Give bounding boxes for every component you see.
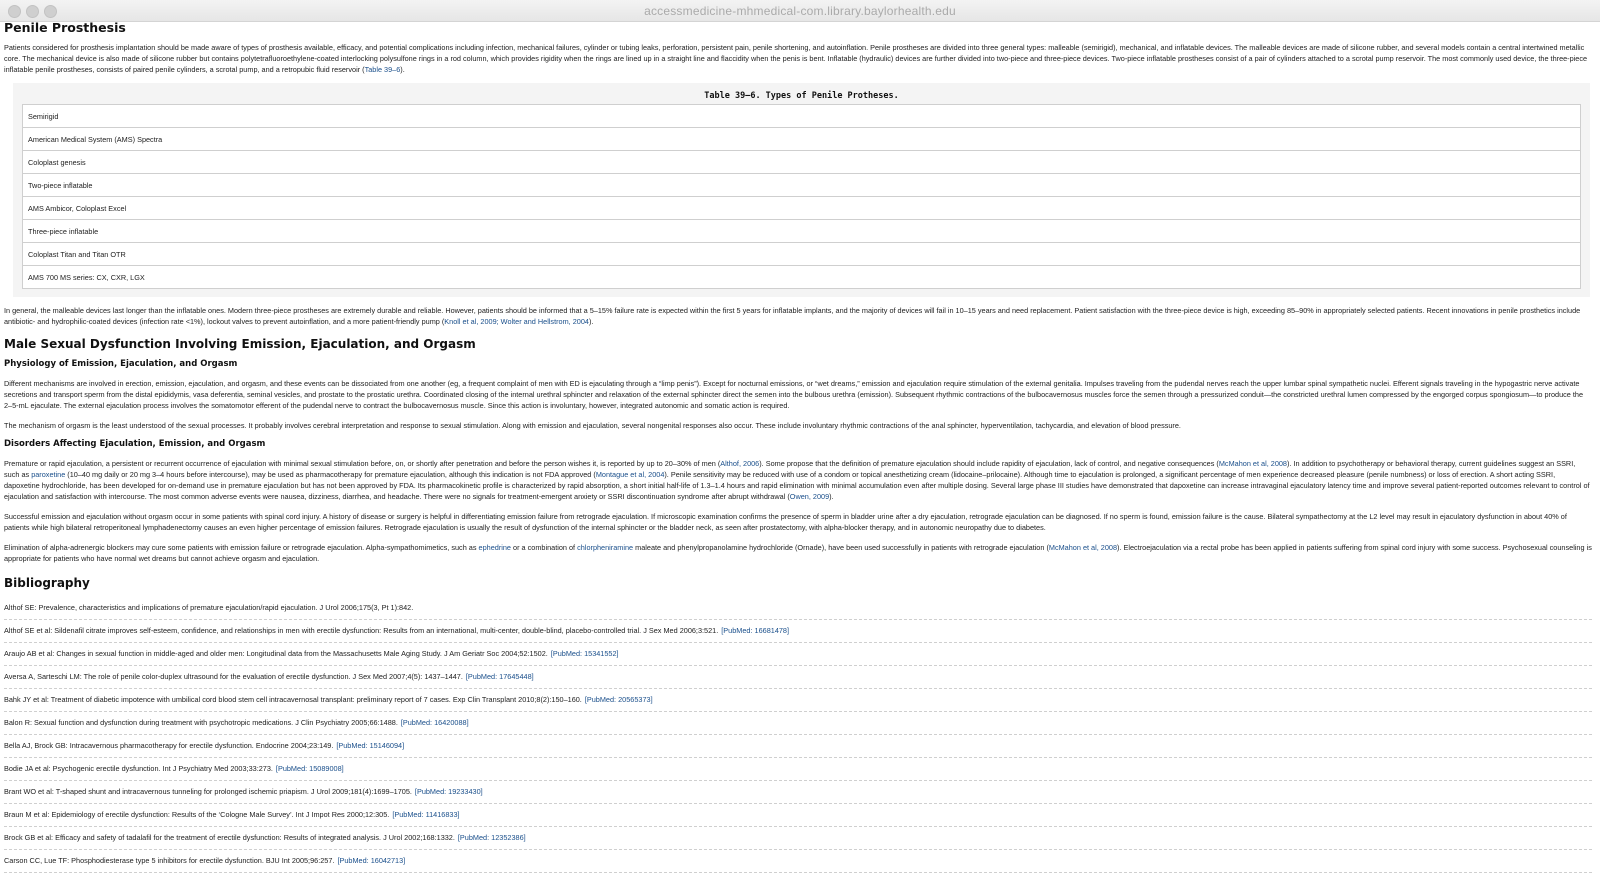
bibliography-citation: Bella AJ, Brock GB: Intracavernous pharmacotherapy for erectile dysfunction. Endocrine 2004;23:149. — [4, 741, 334, 750]
section-heading-male-dysfunction: Male Sexual Dysfunction Involving Emission, Ejaculation, and Orgasm — [4, 337, 476, 351]
table-row — [23, 105, 1581, 128]
paragraph-prosthesis-intro — [4, 42, 1592, 75]
link-table-39-6[interactable]: Table 39–6 — [364, 65, 401, 74]
subheading-disorders: Disorders Affecting Ejaculation, Emission, and Orgasm — [4, 439, 266, 449]
table-cell: Two-piece inflatable — [23, 174, 1581, 197]
pubmed-link[interactable]: [PubMed: 12352386] — [457, 833, 526, 842]
bibliography-entry — [4, 804, 1592, 827]
subheading-physiology: Physiology of Emission, Ejaculation, and Orgasm — [4, 359, 238, 369]
bibliography-citation: Althof SE: Prevalence, characteristics and implications of premature ejaculation/rapid ejaculation. J Urol 2006;175(3, Pt 1):842. — [4, 603, 414, 612]
paragraph-text: ). — [400, 65, 405, 74]
link-paroxetine[interactable]: paroxetine — [31, 470, 66, 479]
article-content — [4, 21, 1592, 873]
table-row — [23, 220, 1581, 243]
link-owen-2009[interactable]: Owen, 2009 — [789, 492, 830, 501]
pubmed-link[interactable]: [PubMed: 11416833] — [392, 810, 460, 819]
paragraph-text: (10–40 mg daily or 20 mg 3–4 hours before intercourse), may be used as pharmacotherapy for premature ejaculation, although this indication is not FDA approved ( — [65, 470, 596, 479]
table-cell: Coloplast Titan and Titan OTR — [23, 243, 1581, 266]
pubmed-link[interactable]: [PubMed: 15146094] — [336, 741, 405, 750]
paragraph-text: ). Penile sensitivity may be reduced with use of a condom or topical anesthetizing cream (lidocaine–prilocaine). Although time to ejaculation is prolonged, a significant percentage of men experience decreased pleasure (penile numbness) or loss of erection. A short acting SSRI, dapoxetine hydrochloride, has been developed for on-demand use in premature ejaculation but has not been approved by FDA. Its pharmacokinetic profile is characterized by rapid absorption, a short initial half-life of 1.3–1.4 hours and rapid elimination with minimal accumulation even after multiple dosing. Several large phase III studies have demonstrated that dapoxetine can increase intravaginal ejaculatory latency time and improve several patient-reported outcomes relevant to control of ejaculation and satisfaction with intercourse. The most common adverse events were nausea, dizziness, diarrhea, and headache. There were no signals for treatment-emergent anxiety or SSRI discontinuation syndrome after abrupt withdrawal ( — [4, 470, 1590, 501]
table-cell: American Medical System (AMS) Spectra — [23, 128, 1581, 151]
pubmed-link[interactable]: [PubMed: 16042713] — [337, 856, 406, 865]
pubmed-link[interactable]: [PubMed: 16681478] — [721, 626, 790, 635]
paragraph-text: In general, the malleable devices last longer than the inflatable ones. Modern three-piece prostheses are extremely durable and reliable. However, patients should be informed that a 5–15% failure rate is expected within the first 5 years for inflatable implants, and the majority of devices will fail in 10–15 years and need replacement. Patient satisfaction with the three-piece device is high, exceeding 85–90% in appropriately selected patients. Recent innovations in penile prosthetics include antibiotic- and hydrophilic-coated devices (infection rate <1%), lockout valves to prevent autoinflation, and a more patient-friendly pump ( — [4, 306, 1581, 326]
bibliography-entry — [4, 735, 1592, 758]
bibliography-list — [4, 597, 1592, 873]
paragraph-text: Patients considered for prosthesis implantation should be made aware of types of prosthesis available, efficacy, and potential complications including infection, mechanical failures, cylinder or tubing leaks, perforation, persistent pain, penile shortening, and autoinflation. Penile prostheses are divided into three general types: malleable (semirigid), mechanical, and inflatable devices. The malleable devices are made of silicone rubber, and several models contain a central intertwined metallic core. The mechanical device is also made of silicone rubber but contains polytetrafluoroethylene-coated interlocking polysulfone rings in a rod column, which provides rigidity when the rings are lined up in a straight line and flaccidity when the penis is bent. Inflatable (hydraulic) devices are further divided into two-piece and three-piece devices. Two-piece inflatable prostheses consist of a pair of cylinders attached to a scrotal pump reservoir. The most commonly used device, the three-piece inflatable penile prostheses, consists of paired penile cylinders, a scrotal pump, and a retropubic fluid reservoir ( — [4, 43, 1588, 74]
pubmed-link[interactable]: [PubMed: 15089008] — [275, 764, 344, 773]
bibliography-citation: Carson CC, Lue TF: Phosphodiesterase type 5 inhibitors for erectile dysfunction. BJU Int 2005;96:257. — [4, 856, 335, 865]
table-row — [23, 174, 1581, 197]
bibliography-citation: Bahk JY et al: Treatment of diabetic impotence with umbilical cord blood stem cell intracavernosal transplant: preliminary report of 7 cases. Exp Clin Transplant 2010;8(2):150–160. — [4, 695, 582, 704]
window-url: accessmedicine-mhmedical-com.library.baylorhealth.edu — [644, 4, 956, 18]
paragraph-text: Elimination of alpha-adrenergic blockers may cure some patients with emission failure or retrograde ejaculation. Alpha-sympathomimetics, such as — [4, 543, 479, 552]
paragraph-text: ). In addition to psychotherapy or behavioral therapy, current guidelines suggest an SSRI, such as — [4, 459, 1576, 479]
paragraph-physiology: Different mechanisms are involved in erection, emission, ejaculation, and orgasm, and these events can be dissociated from one another (eg, a frequent complaint of men with ED is ejaculating through a “limp penis”). Except for nocturnal emissions, or “wet dreams,” emission and ejaculation require stimulation of the external genitalia. Impulses traveling from the pudendal nerves reach the upper lumbar spinal sympathetic nuclei. Efferent signals traveling in the hypogastric nerve activate secretions and transport sperm from the distal epididymis, vasa deferentia, seminal vesicles, and prostate to the prostatic urethra. Coordinated closing of the internal urethral sphincter and relaxation of the external sphincter direct the semen into the bulbous urethra (emission). Subsequent rhythmic contractions of the bulbocavernosus muscles force the semen through a pressurized conduit—the constricted urethral lumen compressed by the engorged corpus spongiosum—to produce the 2–5-mL ejaculate. The external ejaculation process involves the somatomotor efferent of the pudendal nerve to contract the bulbocavernosus muscle. Since this action is involuntary, however, integrated autonomic and somatic action is required. — [4, 379, 1584, 410]
table-cell: Semirigid — [23, 105, 1581, 128]
table-row — [23, 266, 1581, 289]
bibliography-entry — [4, 666, 1592, 689]
table-cell: Coloplast genesis — [23, 151, 1581, 174]
paragraph-text: ). Electroejaculation via a rectal probe has been applied in patients suffering from spinal cord injury with some success. Psychosexual counseling is appropriate for patients who have normal wet dreams but cannot achieve orgasm and ejaculation. — [4, 543, 1592, 563]
paragraph-text: or a combination of — [511, 543, 578, 552]
bibliography-citation: Althof SE et al: Sildenafil citrate improves self-esteem, confidence, and relationships in men with erectile dysfunction: Results from an international, multi-center, double-blind, placebo-controlled trial. J Sex Med 2006;3:521. — [4, 626, 719, 635]
paragraph-text: ). Some propose that the definition of premature ejaculation should include rapidity of ejaculation, lack of control, and negative consequences ( — [759, 459, 1219, 468]
bibliography-entry — [4, 712, 1592, 735]
bibliography-citation: Balon R: Sexual function and dysfunction during treatment with psychotropic medications. J Clin Psychiatry 2005;66:1488. — [4, 718, 398, 727]
bibliography-entry — [4, 620, 1592, 643]
paragraph-text: Premature or rapid ejaculation, a persistent or recurrent occurrence of ejaculation with minimal sexual stimulation before, on, or shortly after penetration and before the person wishes it, is reported by up to 20–30% of men ( — [4, 459, 721, 468]
bibliography-citation: Brant WO et al: T-shaped shunt and intracavernous tunneling for prolonged ischemic priapism. J Urol 2009;181(4):1699–1705. — [4, 787, 412, 796]
bibliography-entry — [4, 689, 1592, 712]
paragraph-prosthesis-durability — [4, 305, 1592, 327]
link-althof-2006[interactable]: Althof, 2006 — [720, 459, 760, 468]
table-row — [23, 151, 1581, 174]
table-cell: Three-piece inflatable — [23, 220, 1581, 243]
paragraph-text: ). — [829, 492, 834, 501]
bibliography-entry — [4, 850, 1592, 873]
table-caption: Table 39–6. Types of Penile Protheses. — [704, 91, 899, 101]
bibliography-entry — [4, 643, 1592, 666]
pubmed-link[interactable]: [PubMed: 15341552] — [550, 649, 619, 658]
link-ephedrine[interactable]: ephedrine — [478, 543, 511, 552]
table-cell: AMS Ambicor, Coloplast Excel — [23, 197, 1581, 220]
bibliography-citation: Brock GB et al: Efficacy and safety of tadalafil for the treatment of erectile dysfunction: Results of integrated analysis. J Urol 2002;168:1332. — [4, 833, 455, 842]
pubmed-link[interactable]: [PubMed: 20565373] — [584, 695, 653, 704]
pubmed-link[interactable]: [PubMed: 19233430] — [414, 787, 483, 796]
pubmed-link[interactable]: [PubMed: 17645448] — [465, 672, 534, 681]
table-row — [23, 128, 1581, 151]
table-prosthesis-types — [13, 83, 1590, 297]
section-heading-penile-prosthesis: Penile Prosthesis — [4, 20, 126, 35]
table-row — [23, 197, 1581, 220]
bibliography-entry — [4, 597, 1592, 620]
link-knoll-wolter[interactable]: Knoll et al, 2009; Wolter and Hellstrom, 2004 — [444, 317, 589, 326]
bibliography-citation: Aversa A, Sarteschi LM: The role of penile color-duplex ultrasound for the evaluation of erectile dysfunction. J Sex Med 2007;4(5): 1437–1447. — [4, 672, 463, 681]
link-mcmahon-2008[interactable]: McMahon et al, 2008 — [1048, 543, 1118, 552]
bibliography-entry — [4, 827, 1592, 850]
paragraph-text: maleate and phenylpropanolamine hydrochloride (Ornade), have been used successfully in patients with retrograde ejaculation ( — [633, 543, 1049, 552]
bibliography-citation: Bodie JA et al: Psychogenic erectile dysfunction. Int J Psychiatry Med 2003;33:273. — [4, 764, 273, 773]
paragraph-premature-ejaculation — [4, 458, 1592, 502]
pubmed-link[interactable]: [PubMed: 16420088] — [400, 718, 469, 727]
prosthesis-table — [22, 104, 1581, 289]
table-cell: AMS 700 MS series: CX, CXR, LGX — [23, 266, 1581, 289]
paragraph-orgasm-mechanism: The mechanism of orgasm is the least understood of the sexual processes. It probably involves cerebral interpretation and response to sexual stimulation. Along with emission and ejaculation, several nongenital responses also occur. These include involuntary rhythmic contractions of the anal sphincter, hyperventilation, tachycardia, and elevation of blood pressure. — [4, 421, 1181, 430]
link-mcmahon-2008[interactable]: McMahon et al, 2008 — [1218, 459, 1287, 468]
bibliography-entry — [4, 758, 1592, 781]
section-heading-bibliography: Bibliography — [4, 576, 90, 590]
bibliography-citation: Araujo AB et al: Changes in sexual function in middle-aged and older men: Longitudinal data from the Massachusetts Male Aging Study. J Am Geriatr Soc 2004;52:1502. — [4, 649, 548, 658]
paragraph-alpha-blockers — [4, 542, 1592, 564]
link-montague-2004[interactable]: Montague et al, 2004 — [595, 470, 665, 479]
window-titlebar — [0, 0, 1600, 22]
link-chlorpheniramine[interactable]: chlorpheniramine — [577, 543, 634, 552]
table-row — [23, 243, 1581, 266]
paragraph-spinal-cord-injury: Successful emission and ejaculation without orgasm occur in some patients with spinal cord injury. A history of disease or surgery is helpful in differentiating emission failure from retrograde ejaculation. If microscopic examination confirms the presence of sperm in bladder urine after a dry ejaculation, retrograde ejaculation can be diagnosed. If no sperm is found, emission failure is the cause. Bilateral sympathectomy at the L2 level may result in ejaculatory dysfunction in about 40% of patients while high bilateral retroperitoneal lymphadenectomy causes an even higher percentage of emission failures. Retrograde ejaculation is usually the result of dysfunction of the internal sphincter or the bladder neck, as seen after prostatectomy, with alpha-blocker therapy, and in autonomic neuropathy due to diabetes. — [4, 512, 1567, 532]
bibliography-citation: Braun M et al: Epidemiology of erectile dysfunction: Results of the ‘Cologne Male Survey’. Int J Impot Res 2000;12:305. — [4, 810, 390, 819]
paragraph-text: ). — [588, 317, 594, 326]
bibliography-entry — [4, 781, 1592, 804]
